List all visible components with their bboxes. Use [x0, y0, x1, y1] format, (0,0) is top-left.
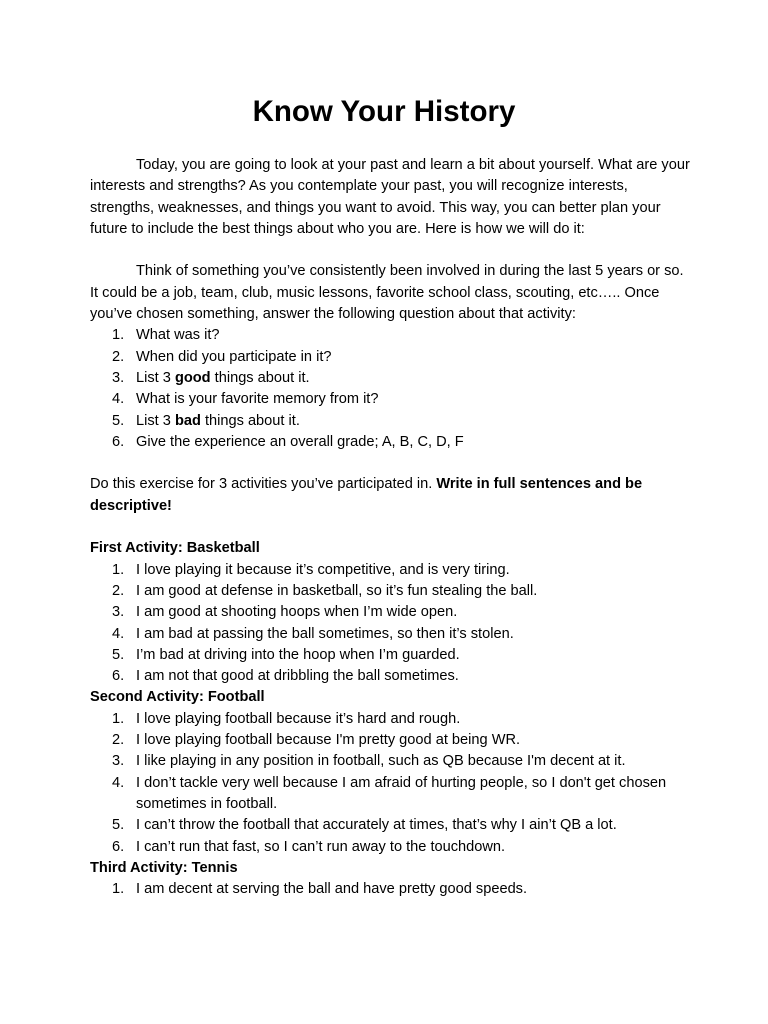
list-number: 4. [112, 391, 125, 408]
list-number: 2. [112, 732, 125, 749]
list-item [90, 666, 690, 687]
list-text: I am not that good at dribbling the ball sometimes. [136, 668, 459, 685]
activity-list-2 [90, 709, 690, 858]
list-text: I am good at shooting hoops when I’m wide open. [136, 604, 458, 621]
exercise-text: Do this exercise for 3 activities you’ve participated in. [90, 476, 437, 493]
list-number: 1. [112, 710, 125, 727]
instructions-paragraph: Think of something you’ve consistently been involved in during the last 5 years or so. It could be a job, team, club, music lessons, favorite school class, scouting, etc….. Once you’ve chosen something, answer the following question about that activity: [90, 263, 684, 323]
list-number: 6. [112, 433, 125, 450]
emphasis-good: good [174, 369, 211, 386]
list-text: When did you participate in it? [136, 348, 332, 365]
list-number: 2. [112, 348, 125, 365]
list-item [90, 602, 690, 623]
paragraph-spacer [90, 453, 690, 474]
list-number: 1. [112, 327, 125, 344]
list-number: 5. [112, 646, 125, 663]
list-item [90, 773, 690, 816]
list-text: I love playing football because it’s hard and rough. [136, 710, 461, 727]
exercise-paragraph [90, 474, 690, 517]
activity-list-1 [90, 560, 690, 688]
list-text: I am decent at serving the ball and have pretty good speeds. [136, 881, 528, 898]
list-number: 6. [112, 668, 125, 685]
list-item [90, 432, 690, 453]
document-body [90, 155, 690, 900]
list-item [90, 581, 690, 602]
list-text: I can’t run that fast, so I can’t run away to the touchdown. [136, 838, 506, 855]
list-text: I’m bad at driving into the hoop when I’m guarded. [136, 646, 460, 663]
list-item [90, 709, 690, 730]
list-text-post: things about it. [210, 369, 310, 386]
list-text-post: things about it. [200, 412, 300, 429]
activity-heading-2: Second Activity: Football [90, 689, 265, 706]
intro-paragraph: Today, you are going to look at your past and learn a bit about yourself. What are your interests and strengths? As you contemplate your past, you will recognize interests, strengths, weaknesses, and things you want to avoid. This way, you can better plan your future to include the best things about who you are. Here is how we will do it: [90, 157, 690, 237]
exercise-emphasis: Write in full sentences and be descriptive! [90, 476, 643, 514]
list-number: 3. [112, 753, 125, 770]
list-number: 4. [112, 625, 125, 642]
list-number: 1. [112, 881, 125, 898]
list-text: What was it? [136, 327, 220, 344]
list-item [90, 560, 690, 581]
activity-list-3 [90, 879, 690, 900]
list-item [90, 389, 690, 410]
list-number: 2. [112, 582, 125, 599]
list-text: I am good at defense in basketball, so it’s fun stealing the ball. [136, 582, 538, 599]
list-text-pre: List 3 [136, 369, 175, 386]
list-item [90, 325, 690, 346]
list-number: 3. [112, 369, 125, 386]
list-number: 3. [112, 604, 125, 621]
list-number: 5. [112, 817, 125, 834]
list-number: 4. [112, 774, 125, 791]
list-text: I don’t tackle very well because I am afraid of hurting people, so I don't get chosen sometimes in football. [136, 774, 667, 812]
list-number: 1. [112, 561, 125, 578]
list-text: I love playing football because I'm pretty good at being WR. [136, 732, 521, 749]
list-text-pre: List 3 [136, 412, 175, 429]
page-title: Know Your History [252, 95, 516, 128]
paragraph-spacer [90, 517, 690, 538]
list-item [90, 411, 690, 432]
list-number: 6. [112, 838, 125, 855]
list-text: I am bad at passing the ball sometimes, so then it’s stolen. [136, 625, 514, 642]
list-text: Give the experience an overall grade; A, B, C, D, F [136, 433, 464, 450]
list-text: I like playing in any position in football, such as QB because I'm decent at it. [136, 753, 626, 770]
list-item [90, 879, 690, 900]
list-item [90, 751, 690, 772]
list-item [90, 645, 690, 666]
paragraph-spacer [90, 240, 690, 261]
list-number: 5. [112, 412, 125, 429]
list-text: What is your favorite memory from it? [136, 391, 379, 408]
list-item [90, 815, 690, 836]
list-item [90, 624, 690, 645]
list-text: I can’t throw the football that accurately at times, that’s why I ain’t QB a lot. [136, 817, 617, 834]
emphasis-bad: bad [174, 412, 201, 429]
list-text: I love playing it because it’s competitive, and is very tiring. [136, 561, 510, 578]
list-item [90, 837, 690, 858]
list-item [90, 368, 690, 389]
activity-heading-3: Third Activity: Tennis [90, 859, 238, 876]
list-item [90, 347, 690, 368]
question-list [90, 325, 690, 453]
list-item [90, 730, 690, 751]
activity-heading-1: First Activity: Basketball [90, 540, 260, 557]
